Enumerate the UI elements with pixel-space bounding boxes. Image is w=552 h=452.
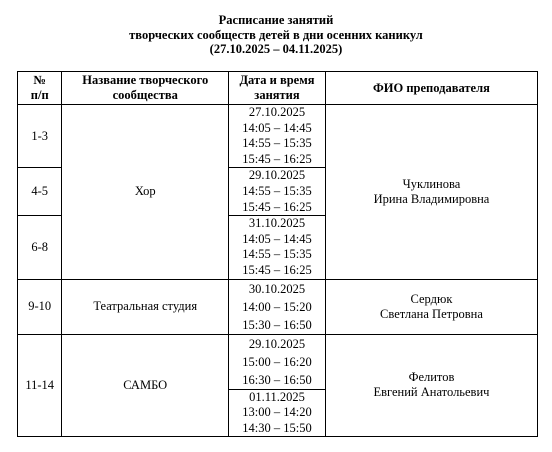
session-date: 31.10.2025 bbox=[248, 216, 306, 231]
session-datetime bbox=[229, 216, 326, 279]
title-line-1: Расписание занятий bbox=[218, 13, 334, 27]
row-num: 9-10 bbox=[18, 279, 62, 334]
session-time: 13:00 – 14:20 bbox=[242, 405, 312, 420]
row-num: 4-5 bbox=[18, 168, 62, 216]
session-time: 16:30 – 16:50 bbox=[242, 372, 312, 387]
header-name-line-1: Название творческого bbox=[82, 73, 209, 87]
session-time: 14:55 – 15:35 bbox=[242, 183, 312, 198]
header-num bbox=[18, 72, 62, 105]
row-num: 11-14 bbox=[18, 334, 62, 437]
header-name bbox=[62, 72, 229, 105]
session-date: 01.11.2025 bbox=[249, 389, 305, 404]
session-time: 15:30 – 16:50 bbox=[242, 317, 312, 332]
session-datetime bbox=[229, 389, 326, 437]
session-datetime bbox=[229, 105, 326, 168]
row-num: 1-3 bbox=[18, 105, 62, 168]
header-datetime-line-2: занятия bbox=[254, 88, 300, 102]
header-num-line-1: № bbox=[33, 73, 46, 87]
session-date: 29.10.2025 bbox=[248, 336, 306, 351]
session-time: 14:05 – 14:45 bbox=[242, 120, 312, 135]
document-title bbox=[0, 13, 552, 57]
community-name-theatre: Театральная студия bbox=[62, 279, 229, 334]
session-time: 14:55 – 15:35 bbox=[242, 136, 312, 151]
header-teacher bbox=[325, 72, 537, 105]
teacher-given-names: Ирина Владимировна bbox=[373, 191, 490, 206]
title-line-3: (27.10.2025 – 04.11.2025) bbox=[209, 42, 343, 56]
teacher-surname: Сердюк bbox=[410, 291, 453, 306]
title-line-2: творческих сообществ детей в дни осенних каникул bbox=[129, 27, 423, 42]
header-num-line-2: п/п bbox=[30, 88, 49, 102]
session-date: 30.10.2025 bbox=[248, 281, 306, 296]
header-datetime-line-1: Дата и время bbox=[239, 73, 315, 87]
session-time: 15:45 – 16:25 bbox=[242, 151, 312, 166]
session-time: 15:45 – 16:25 bbox=[242, 199, 312, 214]
header-name-line-2: сообщества bbox=[112, 88, 178, 102]
session-time: 15:00 – 16:20 bbox=[242, 354, 312, 369]
session-time: 14:30 – 15:50 bbox=[242, 420, 312, 435]
session-date: 29.10.2025 bbox=[248, 168, 306, 183]
teacher-choir bbox=[325, 105, 537, 280]
teacher-given-names: Евгений Анатольевич bbox=[373, 385, 490, 400]
teacher-surname: Чуклинова bbox=[402, 176, 461, 191]
teacher-sambo bbox=[325, 334, 537, 437]
teacher-given-names: Светлана Петровна bbox=[380, 306, 483, 321]
session-datetime bbox=[229, 279, 326, 334]
community-name-sambo: САМБО bbox=[62, 334, 229, 437]
teacher-surname: Фелитов bbox=[408, 370, 455, 385]
table-row bbox=[18, 334, 538, 389]
header-row bbox=[18, 72, 538, 105]
session-time: 14:05 – 14:45 bbox=[242, 231, 312, 246]
session-datetime bbox=[229, 168, 326, 216]
community-name-choir: Хор bbox=[62, 105, 229, 280]
teacher-theatre bbox=[325, 279, 537, 334]
session-time: 15:45 – 16:25 bbox=[242, 262, 312, 277]
session-datetime bbox=[229, 334, 326, 389]
header-datetime bbox=[229, 72, 326, 105]
session-time: 14:55 – 15:35 bbox=[242, 247, 312, 262]
table-row bbox=[18, 105, 538, 168]
row-num: 6-8 bbox=[18, 216, 62, 279]
session-time: 14:00 – 15:20 bbox=[242, 299, 312, 314]
table-row bbox=[18, 279, 538, 334]
session-date: 27.10.2025 bbox=[248, 105, 306, 119]
header-teacher-line: ФИО преподавателя bbox=[373, 80, 490, 95]
schedule-table bbox=[17, 71, 538, 437]
